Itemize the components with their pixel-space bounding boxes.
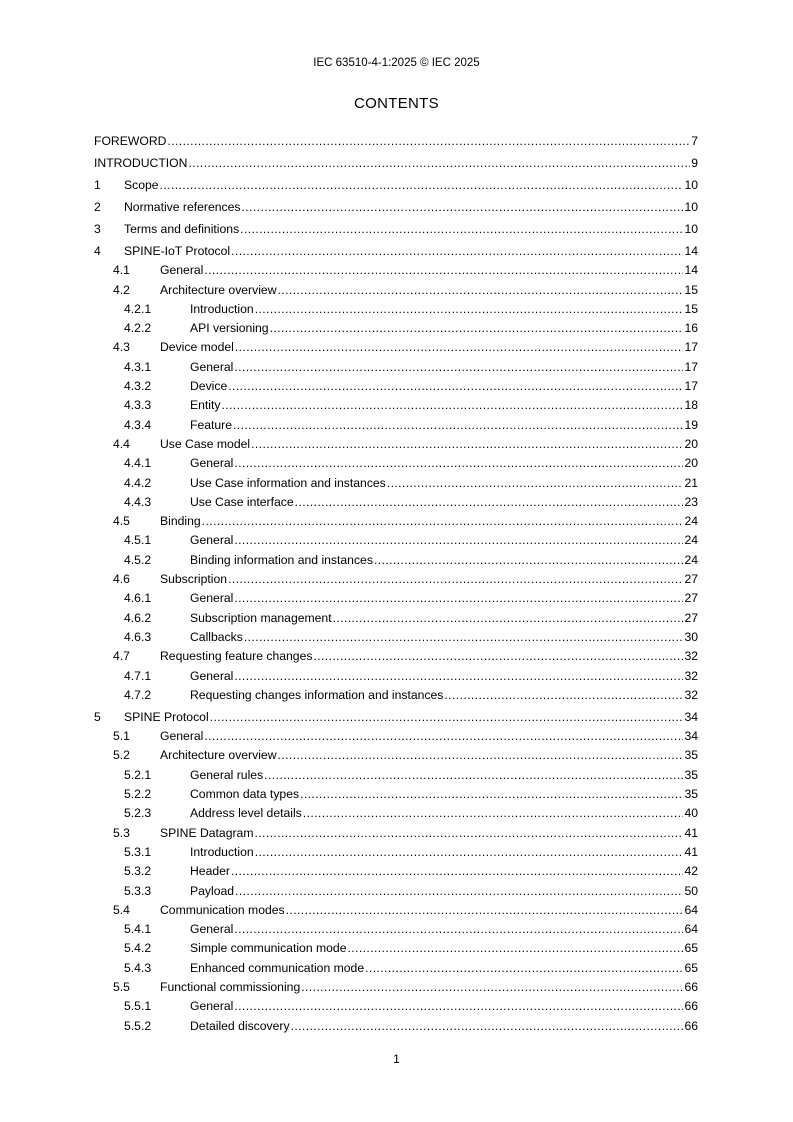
toc-entry[interactable]	[94, 724, 698, 743]
toc-entry-number: 4.4	[113, 436, 130, 451]
toc-entry-number: 5.5	[113, 979, 130, 994]
toc-entry-number: 2	[94, 200, 101, 214]
toc-entry[interactable]	[94, 374, 698, 393]
toc-entry[interactable]	[94, 801, 698, 820]
toc-entry-page: 35	[684, 767, 698, 782]
toc-entry-page: 65	[684, 960, 698, 975]
toc-entry-number: 5.4	[113, 902, 130, 917]
toc-entry-page: 34	[684, 709, 698, 724]
toc-entry-number: 5.4.1	[124, 922, 152, 937]
toc-entry-title: General	[190, 359, 234, 374]
dot-leader	[387, 476, 684, 490]
running-header: IEC 63510-4-1:2025 © IEC 2025	[313, 57, 480, 69]
toc-entry-title: General	[190, 456, 234, 471]
toc-entry-page: 15	[684, 301, 698, 316]
toc-entry[interactable]	[94, 820, 698, 839]
toc-entry-title: Simple communication mode	[190, 941, 347, 956]
dot-leader	[231, 244, 683, 258]
toc-entry[interactable]	[94, 258, 698, 277]
dot-leader	[244, 630, 684, 644]
toc-entry[interactable]	[94, 625, 698, 644]
toc-entry-number: 4.5.2	[124, 552, 152, 567]
toc-entry[interactable]	[94, 955, 698, 974]
toc-entry[interactable]	[94, 192, 698, 214]
toc-entry-number: 5.1	[113, 729, 130, 744]
toc-entry-title: General	[190, 591, 234, 606]
toc-entry[interactable]	[94, 170, 698, 192]
toc-entry[interactable]	[94, 586, 698, 605]
toc-entry-number: 4.6.3	[124, 629, 152, 644]
toc-entry[interactable]	[94, 936, 698, 955]
toc-entry-page: 10	[684, 178, 698, 192]
toc-entry-number: 5.4.3	[124, 960, 152, 975]
toc-entry-page: 14	[684, 244, 698, 258]
toc-entry-page: 32	[684, 668, 698, 683]
toc-entry[interactable]	[94, 859, 698, 878]
toc-entry-title: General	[190, 922, 234, 937]
toc-entry-number: 4.2.2	[124, 321, 152, 336]
dot-leader	[204, 729, 683, 743]
toc-entry-page: 32	[684, 649, 698, 664]
toc-entry-number: 5.5.1	[124, 999, 152, 1014]
dot-leader	[234, 591, 683, 605]
toc-entry-page: 42	[684, 864, 698, 879]
toc-entry-page: 64	[684, 922, 698, 937]
toc-entry-title: Binding	[160, 514, 201, 529]
toc-entry-page: 15	[684, 282, 698, 297]
toc-entry-page: 34	[684, 729, 698, 744]
toc-entry[interactable]	[94, 567, 698, 586]
toc-entry[interactable]	[94, 451, 698, 470]
page-title: CONTENTS	[354, 95, 439, 112]
toc-entry-page: 16	[684, 321, 698, 336]
dot-leader	[221, 398, 683, 412]
dot-leader	[313, 649, 683, 663]
toc-entry-title: Terms and definitions	[124, 222, 240, 236]
toc-entry-title: Use Case information and instances	[190, 475, 386, 490]
dot-leader	[234, 456, 683, 470]
toc-entry-page: 23	[684, 494, 698, 509]
toc-entry-page: 17	[684, 359, 698, 374]
dot-leader	[167, 134, 690, 148]
toc-entry-page: 27	[684, 591, 698, 606]
toc-entry-title: Entity	[190, 398, 221, 413]
toc-entry-page: 40	[684, 806, 698, 821]
dot-leader	[234, 999, 683, 1013]
toc-entry[interactable]	[94, 762, 698, 781]
dot-leader	[251, 437, 683, 451]
toc-entry-title: API versioning	[190, 321, 269, 336]
toc-entry-page: 27	[684, 610, 698, 625]
toc-entry[interactable]	[94, 975, 698, 994]
toc-entry-title: Callbacks	[190, 629, 243, 644]
dot-leader	[234, 360, 683, 374]
page-number: 1	[393, 1052, 400, 1066]
dot-leader	[295, 495, 684, 509]
dot-leader	[233, 418, 683, 432]
toc-entry-number: 4.7.2	[124, 687, 152, 702]
toc-entry-title: General	[190, 999, 234, 1014]
toc-entry-number: 4.3.4	[124, 417, 152, 432]
toc-entry[interactable]	[94, 840, 698, 859]
toc-entry-title: Subscription	[160, 572, 228, 587]
toc-entry-number: 4.7.1	[124, 668, 152, 683]
toc-entry-number: 5.3.2	[124, 864, 152, 879]
dot-leader	[188, 156, 690, 170]
dot-leader	[242, 200, 684, 214]
toc-entry[interactable]	[94, 412, 698, 431]
toc-entry-page: 19	[684, 417, 698, 432]
dot-leader	[228, 572, 683, 586]
dot-leader	[202, 514, 684, 528]
toc-entry[interactable]	[94, 470, 698, 489]
toc-entry-page: 14	[684, 263, 698, 278]
dot-leader	[347, 941, 683, 955]
toc-entry[interactable]	[94, 663, 698, 682]
dot-leader	[333, 611, 684, 625]
toc-entry-page: 27	[684, 572, 698, 587]
toc-entry-number: 4	[94, 244, 101, 258]
dot-leader	[365, 961, 683, 975]
toc-entry-number: 4.4.1	[124, 456, 152, 471]
toc-entry-number: 4.7	[113, 649, 130, 664]
toc-entry-page: 32	[684, 687, 698, 702]
toc-entry-title: General	[190, 533, 234, 548]
toc-entry[interactable]	[94, 898, 698, 917]
toc-entry-number: 4.3.1	[124, 359, 152, 374]
toc-entry-number: 4.6	[113, 572, 130, 587]
dot-leader	[255, 302, 684, 316]
dot-leader	[235, 884, 683, 898]
toc-entry[interactable]	[94, 683, 698, 702]
toc-entry-number: 5.2.3	[124, 806, 152, 821]
toc-entry[interactable]	[94, 214, 698, 236]
toc-entry-number: 3	[94, 222, 101, 236]
toc-entry-title: Detailed discovery	[190, 1018, 290, 1033]
toc-entry-number: 5.2.2	[124, 787, 152, 802]
toc-entry[interactable]	[94, 316, 698, 335]
toc-entry-page: 9	[691, 156, 698, 170]
dot-leader	[444, 688, 683, 702]
toc-entry-number: 5	[94, 709, 101, 724]
dot-leader	[291, 1019, 684, 1033]
toc-entry[interactable]	[94, 702, 698, 724]
toc-entry[interactable]	[94, 393, 698, 412]
dot-leader	[254, 826, 683, 840]
dot-leader	[278, 748, 684, 762]
dot-leader	[264, 768, 683, 782]
toc-entry[interactable]	[94, 236, 698, 258]
toc-entry-title: Communication modes	[160, 902, 285, 917]
toc-entry-title: Introduction	[190, 844, 254, 859]
toc-entry-page: 20	[684, 436, 698, 451]
toc-entry-number: 4.6.2	[124, 610, 152, 625]
toc-entry[interactable]	[94, 432, 698, 451]
toc-entry-number: 4.5	[113, 514, 130, 529]
toc-entry[interactable]	[94, 297, 698, 316]
toc-entry-page: 17	[684, 340, 698, 355]
toc-entry-number: 4.3.2	[124, 379, 152, 394]
toc-entry-number: 5.4.2	[124, 941, 152, 956]
toc-entry-number: 5.3.1	[124, 844, 152, 859]
dot-leader	[300, 787, 683, 801]
toc-entry-page: 18	[684, 398, 698, 413]
toc-entry-title: Use Case model	[160, 436, 251, 451]
toc-entry-page: 10	[684, 222, 698, 236]
toc-entry[interactable]	[94, 644, 698, 663]
toc-entry-title: Binding information and instances	[190, 552, 373, 567]
toc-entry[interactable]	[94, 528, 698, 547]
toc-entry-title: Architecture overview	[160, 748, 277, 763]
dot-leader	[231, 864, 683, 878]
toc-entry-title: Device model	[160, 340, 234, 355]
toc-entry-page: 24	[684, 514, 698, 529]
toc-entry[interactable]	[94, 148, 698, 170]
table-of-contents	[94, 126, 698, 1033]
dot-leader	[234, 922, 683, 936]
toc-entry-page: 20	[684, 456, 698, 471]
toc-entry-number: 5.3	[113, 825, 130, 840]
toc-entry-title: Architecture overview	[160, 282, 277, 297]
toc-entry-title: Requesting changes information and instances	[190, 687, 444, 702]
toc-entry-number: 4.1	[113, 263, 130, 278]
toc-entry-number: 5.2	[113, 748, 130, 763]
toc-entry-number: 4.3	[113, 340, 130, 355]
dot-leader	[160, 178, 684, 192]
toc-entry-title: INTRODUCTION	[94, 156, 188, 170]
toc-entry-page: 24	[684, 533, 698, 548]
toc-entry-title: General	[160, 263, 204, 278]
toc-entry-page: 64	[684, 902, 698, 917]
dot-leader	[270, 321, 684, 335]
dot-leader	[235, 340, 684, 354]
toc-entry-title: Functional commissioning	[160, 979, 301, 994]
toc-entry-title: SPINE Protocol	[124, 709, 209, 724]
dot-leader	[234, 533, 683, 547]
toc-entry-title: Normative references	[124, 200, 241, 214]
dot-leader	[374, 553, 684, 567]
toc-entry-number: 4.4.2	[124, 475, 152, 490]
toc-entry-title: General	[160, 729, 204, 744]
toc-entry-title: Requesting feature changes	[160, 649, 313, 664]
toc-entry-title: Device	[190, 379, 228, 394]
toc-entry-page: 35	[684, 787, 698, 802]
toc-entry-title: Introduction	[190, 301, 254, 316]
toc-entry-number: 4.6.1	[124, 591, 152, 606]
toc-entry-page: 41	[684, 844, 698, 859]
dot-leader	[228, 379, 683, 393]
toc-entry[interactable]	[94, 605, 698, 624]
toc-entry[interactable]	[94, 547, 698, 566]
toc-entry-page: 66	[684, 1018, 698, 1033]
toc-entry-number: 4.2	[113, 282, 130, 297]
toc-entry[interactable]	[94, 490, 698, 509]
toc-entry-page: 50	[684, 883, 698, 898]
toc-entry[interactable]	[94, 335, 698, 354]
toc-entry-title: FOREWORD	[94, 134, 167, 148]
toc-entry-number: 5.2.1	[124, 767, 152, 782]
toc-entry-number: 5.3.3	[124, 883, 152, 898]
dot-leader	[234, 669, 683, 683]
dot-leader	[204, 263, 683, 277]
toc-entry-title: SPINE Datagram	[160, 825, 254, 840]
toc-entry[interactable]	[94, 743, 698, 762]
toc-entry-page: 35	[684, 748, 698, 763]
toc-entry[interactable]	[94, 126, 698, 148]
toc-entry-number: 5.5.2	[124, 1018, 152, 1033]
toc-entry-page: 41	[684, 825, 698, 840]
toc-entry[interactable]	[94, 354, 698, 373]
toc-entry-page: 66	[684, 999, 698, 1014]
toc-entry-page: 30	[684, 629, 698, 644]
toc-entry[interactable]	[94, 782, 698, 801]
toc-entry-page: 65	[684, 941, 698, 956]
toc-entry[interactable]	[94, 509, 698, 528]
toc-entry-title: General	[190, 668, 234, 683]
toc-entry-number: 4.5.1	[124, 533, 152, 548]
toc-entry-page: 24	[684, 552, 698, 567]
dot-leader	[278, 283, 684, 297]
toc-entry-page: 21	[684, 475, 698, 490]
toc-entry[interactable]	[94, 917, 698, 936]
toc-entry-title: Use Case interface	[190, 494, 294, 509]
toc-entry-number: 4.4.3	[124, 494, 152, 509]
toc-entry-title: Header	[190, 864, 230, 879]
toc-entry[interactable]	[94, 277, 698, 296]
toc-entry-title: Address level details	[190, 806, 302, 821]
toc-entry-title: General rules	[190, 767, 264, 782]
toc-entry-page: 66	[684, 979, 698, 994]
toc-entry-title: Enhanced communication mode	[190, 960, 365, 975]
dot-leader	[240, 222, 683, 236]
toc-entry[interactable]	[94, 1013, 698, 1032]
toc-entry-title: Scope	[124, 178, 159, 192]
toc-entry-page: 10	[684, 200, 698, 214]
toc-entry[interactable]	[94, 994, 698, 1013]
toc-entry-page: 17	[684, 379, 698, 394]
toc-entry-title: Subscription management	[190, 610, 332, 625]
toc-entry-number: 4.2.1	[124, 301, 152, 316]
dot-leader	[303, 806, 684, 820]
dot-leader	[301, 980, 683, 994]
dot-leader	[255, 845, 684, 859]
toc-entry-title: Common data types	[190, 787, 300, 802]
toc-entry-page: 7	[691, 134, 698, 148]
dot-leader	[210, 710, 684, 724]
toc-entry-title: Payload	[190, 883, 235, 898]
toc-entry-number: 4.3.3	[124, 398, 152, 413]
dot-leader	[286, 903, 684, 917]
toc-entry-title: SPINE-IoT Protocol	[124, 244, 231, 258]
toc-entry-number: 1	[94, 178, 101, 192]
toc-entry[interactable]	[94, 878, 698, 897]
toc-entry-title: Feature	[190, 417, 233, 432]
